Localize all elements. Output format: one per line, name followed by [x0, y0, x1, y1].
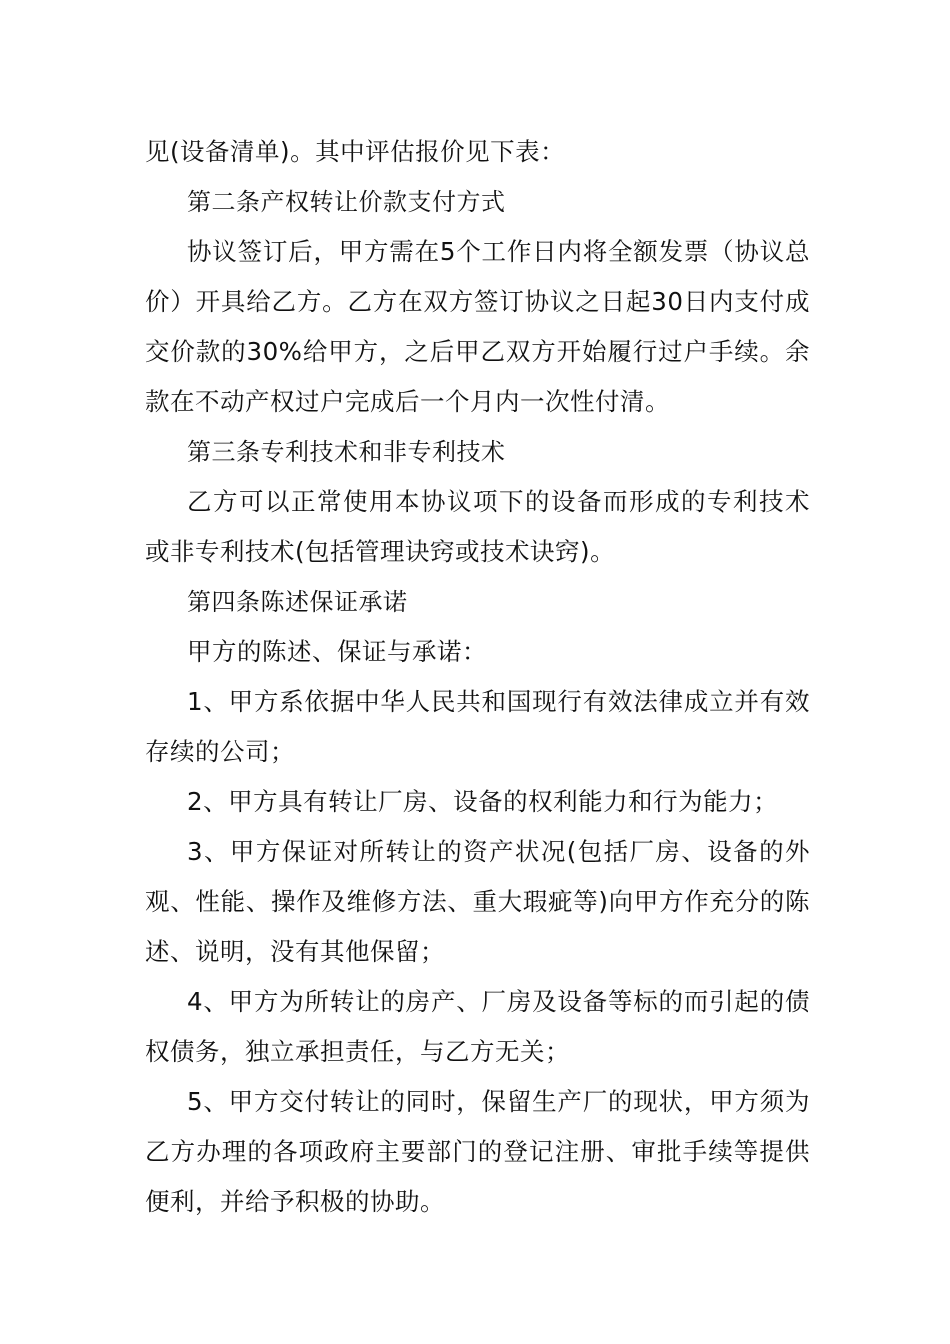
intro-tail-paragraph: 见(设备清单)。其中评估报价见下表： — [145, 137, 566, 166]
article-4-title: 第四条陈述保证承诺 — [187, 588, 408, 616]
article-3-title: 第三条专利技术和非专利技术 — [187, 438, 506, 466]
article-2-body: 协议签订后，甲方需在5个工作日内将全额发票（协议总价）开具给乙方。乙方在双方签订协议之日起30日内支付成交价款的30%给甲方，之后甲乙双方开始履行过户手续。余款在不动产权过户完成后一个月内一次性付清。 — [145, 237, 810, 416]
article-4-item-2: 2、甲方具有转让厂房、设备的权利能力和行为能力； — [187, 787, 779, 816]
article-4-item-1: 1、甲方系依据中华人民共和国现行有效法律成立并有效存续的公司； — [145, 687, 810, 766]
article-2-title: 第二条产权转让价款支付方式 — [187, 188, 506, 216]
article-4-item-4: 4、甲方为所转让的房产、厂房及设备等标的而引起的债权债务，独立承担责任，与乙方无关； — [145, 987, 810, 1066]
article-4-intro: 甲方的陈述、保证与承诺： — [187, 637, 487, 666]
article-4-item-5: 5、甲方交付转让的同时，保留生产厂的现状，甲方须为乙方办理的各项政府主要部门的登记注册、审批手续等提供便利，并给予积极的协助。 — [145, 1087, 810, 1216]
document-page — [145, 127, 810, 1227]
article-3-body: 乙方可以正常使用本协议项下的设备而形成的专利技术或非专利技术(包括管理诀窍或技术诀窍)。 — [145, 487, 810, 566]
article-4-item-3: 3、甲方保证对所转让的资产状况(包括厂房、设备的外观、性能、操作及维修方法、重大瑕疵等)向甲方作充分的陈述、说明，没有其他保留； — [145, 837, 810, 966]
